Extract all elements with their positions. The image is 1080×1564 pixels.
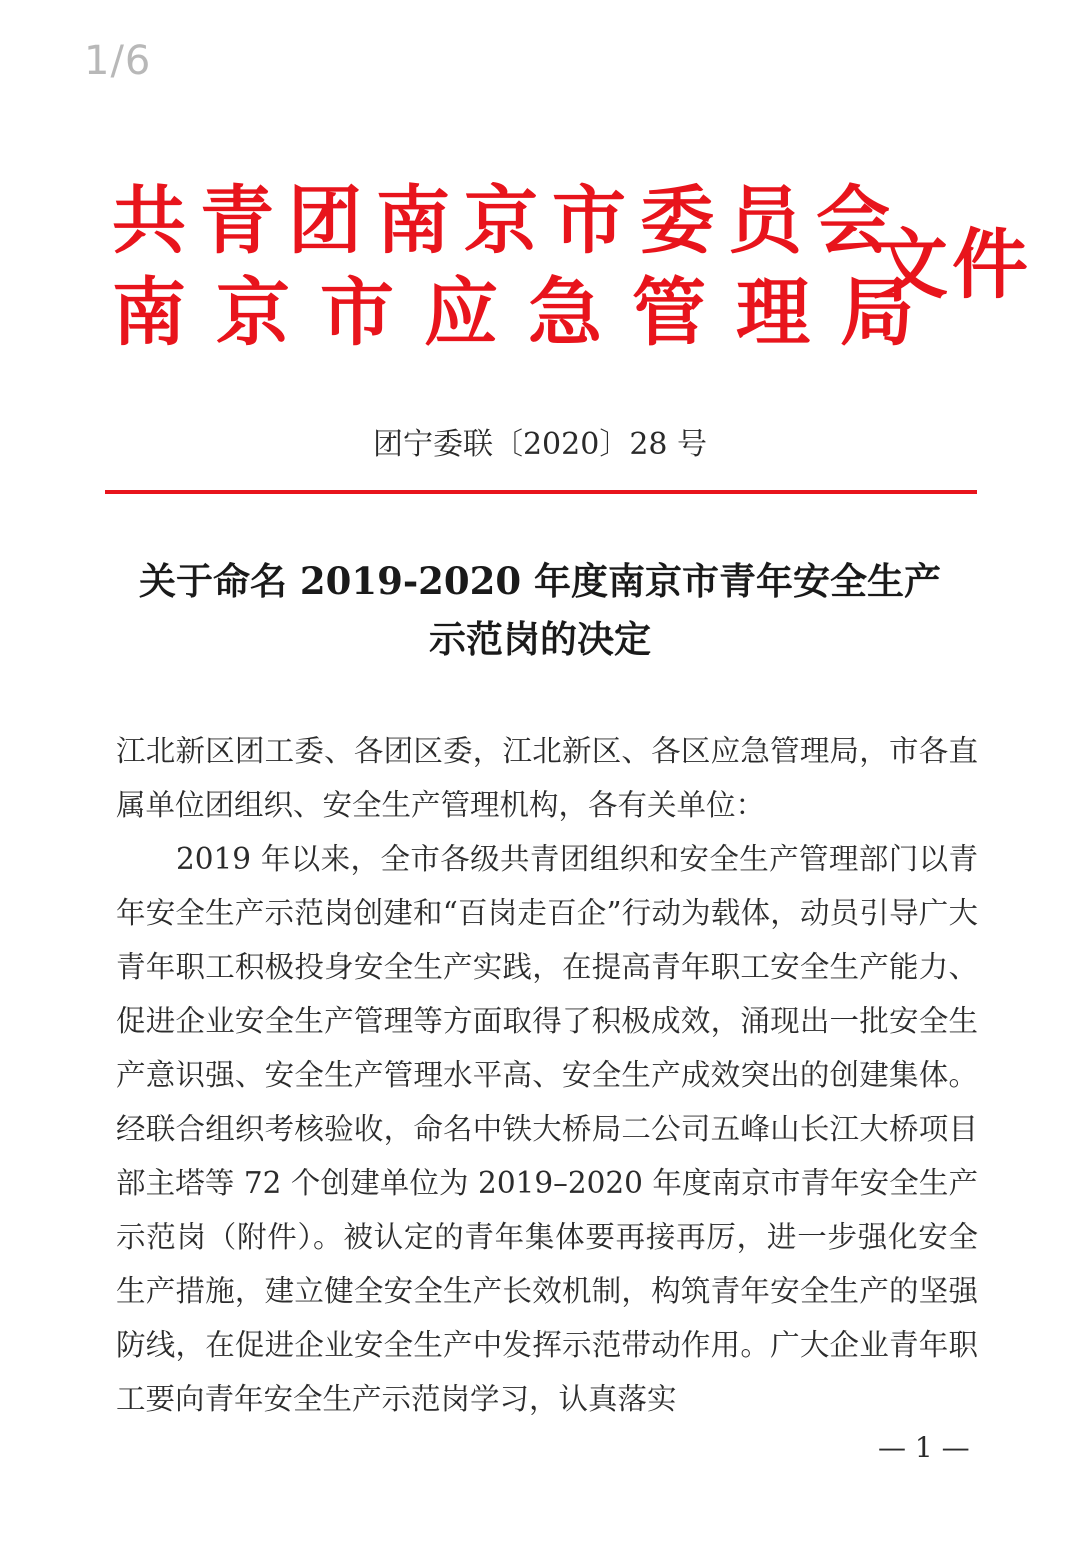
document-number: 团宁委联〔2020〕28 号: [372, 427, 708, 462]
page-indicator: 1/6: [84, 38, 152, 84]
document-header: [112, 178, 1032, 368]
page-number-footer: — 1 —: [878, 1431, 970, 1464]
document-title-line-1: 关于命名 2019-2020 年度南京市青年安全生产: [138, 559, 942, 603]
red-divider-line: [105, 490, 977, 494]
issuer-name-emergency-bureau: 南京市应急管理局: [112, 270, 944, 356]
body-paragraph: 2019 年以来，全市各级共青团组织和安全生产管理部门以青年安全生产示范岗创建和“百岗走百企”行动为载体，动员引导广大青年职工积极投身安全生产实践，在提高青年职工安全生产能力、促进企业安全生产管理等方面取得了积极成效，涌现出一批安全生产意识强、安全生产管理水平高、安全生产成效突出的创建集体。经联合组织考核验收，命名中铁大桥局二公司五峰山长江大桥项目部主塔等 72 个创建单位为 2019–2020 年度南京市青年安全生产示范岗（附件）。被认定的青年集体要再接再厉，进一步强化安全生产措施，建立健全安全生产长效机制，构筑青年安全生产的坚强防线，在促进企业安全生产中发挥示范带动作用。广大企业青年职工要向青年安全生产示范岗学习，认真落实: [116, 842, 978, 1416]
salutation: 江北新区团工委、各团区委，江北新区、各区应急管理局，市各直属单位团组织、安全生产管理机构，各有关单位：: [116, 734, 978, 822]
document-title-line-2: 示范岗的决定: [429, 617, 651, 661]
issuer-name-youth-league: 共青团南京市委员会: [112, 178, 904, 264]
document-type-label: 文件: [872, 220, 1032, 309]
document-title: [0, 552, 1080, 668]
document-body: [116, 724, 978, 1426]
